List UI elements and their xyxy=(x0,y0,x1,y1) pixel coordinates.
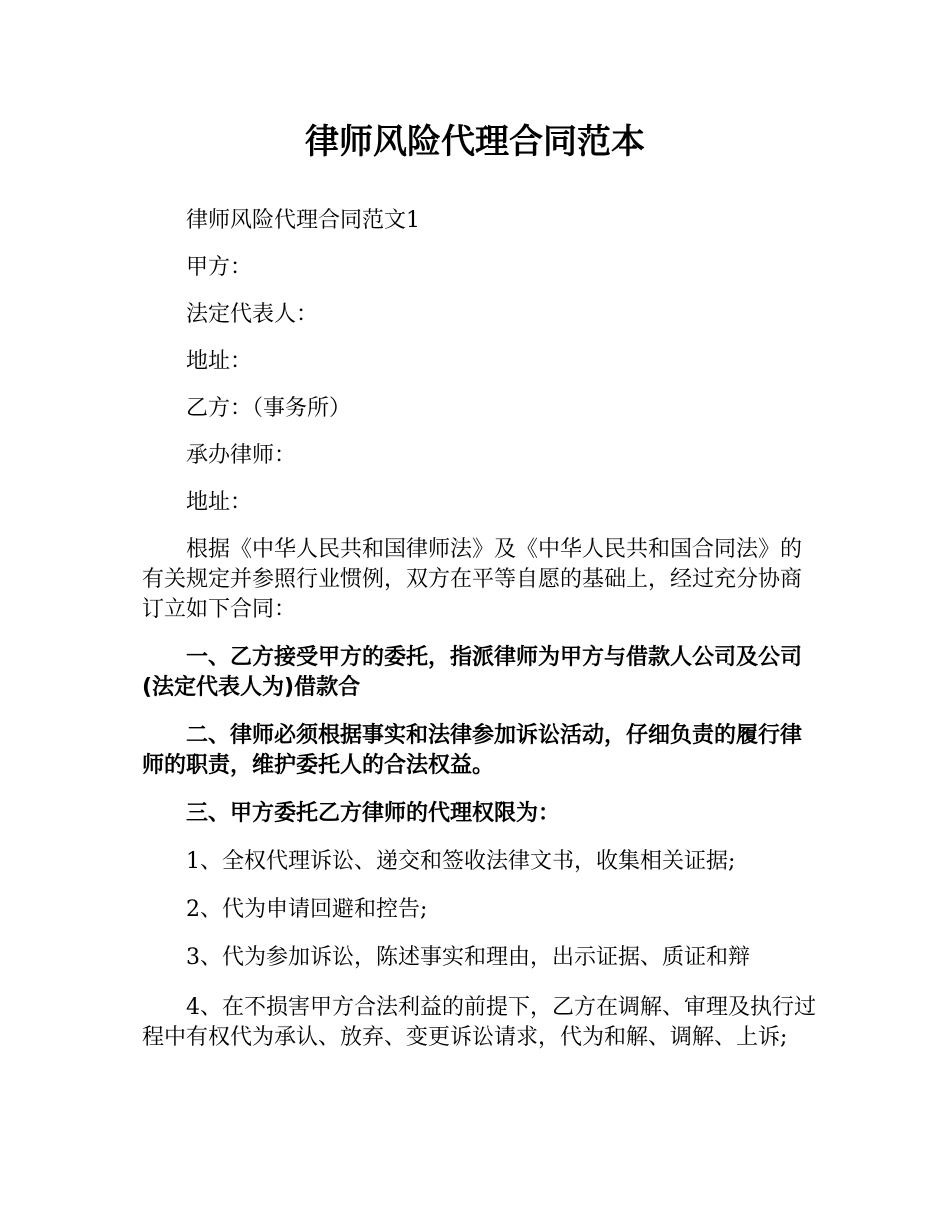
clause-2: 二、律师必须根据事实和法律参加诉讼活动，仔细负责的履行律师的职责，维护委托人的合法权益。 xyxy=(142,723,803,778)
party-b-label: 乙方：（事务所） xyxy=(186,396,352,421)
clause-1: 一、乙方接受甲方的委托，指派律师为甲方与借款人公司及公司(法定代表人为)借款合 xyxy=(142,645,803,700)
subtitle-paragraph: 律师风险代理合同范文1 xyxy=(186,208,420,233)
legal-representative-label: 法定代表人： xyxy=(186,302,319,327)
authority-item-3: 3、代为参加诉讼，陈述事实和理由，出示证据、质证和辩 xyxy=(186,945,750,970)
address-label-a: 地址： xyxy=(186,349,253,374)
document-title: 律师风险代理合同范本 xyxy=(305,122,645,162)
address-label-b: 地址： xyxy=(186,490,253,515)
document-page xyxy=(142,112,832,1053)
authority-item-1: 1、全权代理诉讼、递交和签收法律文书，收集相关证据; xyxy=(186,849,736,874)
authority-item-4: 4、在不损害甲方合法利益的前提下，乙方在调解、审理及执行过程中有权代为承认、放弃、变更诉讼请求，代为和解、调解、上诉; xyxy=(142,995,816,1050)
handling-lawyer-label: 承办律师： xyxy=(186,443,297,468)
clause-3: 三、甲方委托乙方律师的代理权限为： xyxy=(186,801,561,826)
preamble-paragraph: 根据《中华人民共和国律师法》及《中华人民共和国合同法》的有关规定并参照行业惯例，双方在平等自愿的基础上，经过充分协商订立如下合同： xyxy=(142,537,803,622)
party-a-label: 甲方： xyxy=(186,255,253,280)
authority-item-2: 2、代为申请回避和控告; xyxy=(186,897,428,922)
